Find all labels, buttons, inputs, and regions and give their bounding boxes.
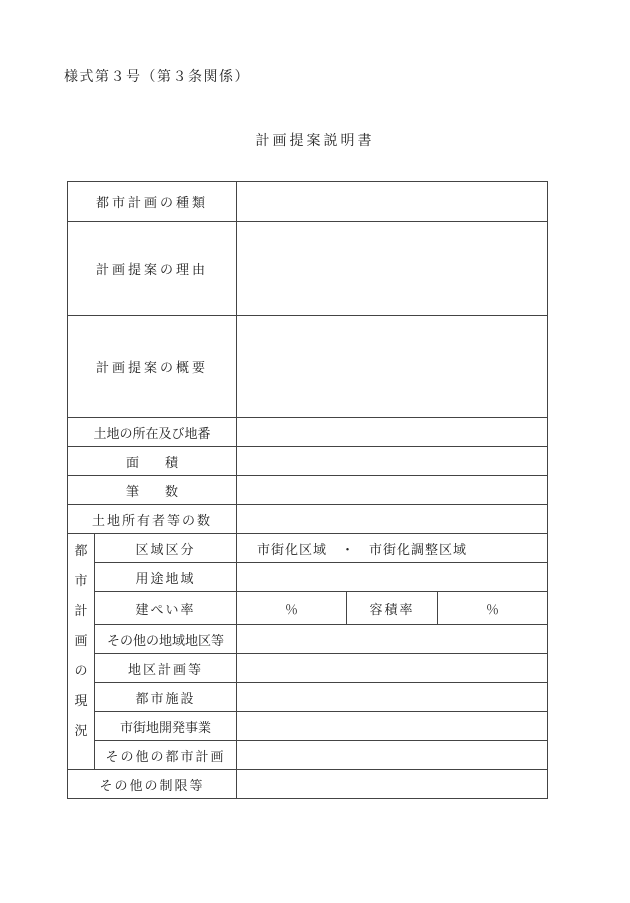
reason-value[interactable] <box>237 222 548 316</box>
vertical-char: 計 <box>74 604 88 619</box>
facilities-value[interactable] <box>237 683 548 712</box>
floor-area-value[interactable]: ％ <box>438 592 548 625</box>
area-label: 面 積 <box>68 447 237 476</box>
parcels-value[interactable] <box>237 476 548 505</box>
plan-proposal-table <box>67 181 548 799</box>
owners-value[interactable] <box>237 505 548 534</box>
plan-type-value[interactable] <box>237 182 548 222</box>
row-parcels <box>68 476 548 505</box>
vertical-char: 都 <box>74 544 88 559</box>
row-coverage <box>68 592 548 625</box>
land-location-value[interactable] <box>237 418 548 447</box>
facilities-label: 都市施設 <box>95 683 237 712</box>
outline-value[interactable] <box>237 316 548 418</box>
row-other-districts <box>68 625 548 654</box>
vertical-char: の <box>74 664 88 679</box>
row-area-division <box>68 534 548 563</box>
owners-label: 土地所有者等の数 <box>68 505 237 534</box>
district-plan-value[interactable] <box>237 654 548 683</box>
other-restrictions-label: その他の制限等 <box>68 770 237 799</box>
document-title: 計画提案説明書 <box>255 133 375 149</box>
land-location-label: 土地の所在及び地番 <box>68 418 237 447</box>
row-outline <box>68 316 548 418</box>
area-division-label: 区域区分 <box>95 534 237 563</box>
other-districts-label: その他の地域地区等 <box>95 625 237 654</box>
other-plans-value[interactable] <box>237 741 548 770</box>
coverage-value[interactable]: ％ <box>237 592 347 625</box>
row-other-plans <box>68 741 548 770</box>
parcels-label: 筆 数 <box>68 476 237 505</box>
current-status-vertical-label <box>68 534 95 770</box>
use-district-value[interactable] <box>237 563 548 592</box>
row-facilities <box>68 683 548 712</box>
other-districts-value[interactable] <box>237 625 548 654</box>
vertical-char: 画 <box>74 634 88 649</box>
row-urban-dev <box>68 712 548 741</box>
outline-label: 計画提案の概要 <box>68 316 237 418</box>
row-use-district <box>68 563 548 592</box>
plan-type-label: 都市計画の種類 <box>68 182 237 222</box>
vertical-char: 現 <box>74 694 88 709</box>
row-area <box>68 447 548 476</box>
row-land-location <box>68 418 548 447</box>
use-district-label: 用途地域 <box>95 563 237 592</box>
other-restrictions-value[interactable] <box>237 770 548 799</box>
coverage-label: 建ぺい率 <box>95 592 237 625</box>
district-plan-label: 地区計画等 <box>95 654 237 683</box>
reason-label: 計画提案の理由 <box>68 222 237 316</box>
row-owners <box>68 505 548 534</box>
row-plan-type <box>68 182 548 222</box>
row-district-plan <box>68 654 548 683</box>
area-value[interactable] <box>237 447 548 476</box>
row-reason <box>68 222 548 316</box>
urban-dev-value[interactable] <box>237 712 548 741</box>
vertical-char: 況 <box>74 724 88 739</box>
form-number: 様式第３号（第３条関係） <box>64 69 250 85</box>
urban-dev-label: 市街地開発事業 <box>95 712 237 741</box>
other-plans-label: その他の都市計画 <box>95 741 237 770</box>
row-other-restrictions <box>68 770 548 799</box>
area-division-value[interactable]: 市街化区域 ・ 市街化調整区域 <box>237 534 548 563</box>
floor-area-label: 容積率 <box>347 592 438 625</box>
vertical-char: 市 <box>74 574 88 589</box>
